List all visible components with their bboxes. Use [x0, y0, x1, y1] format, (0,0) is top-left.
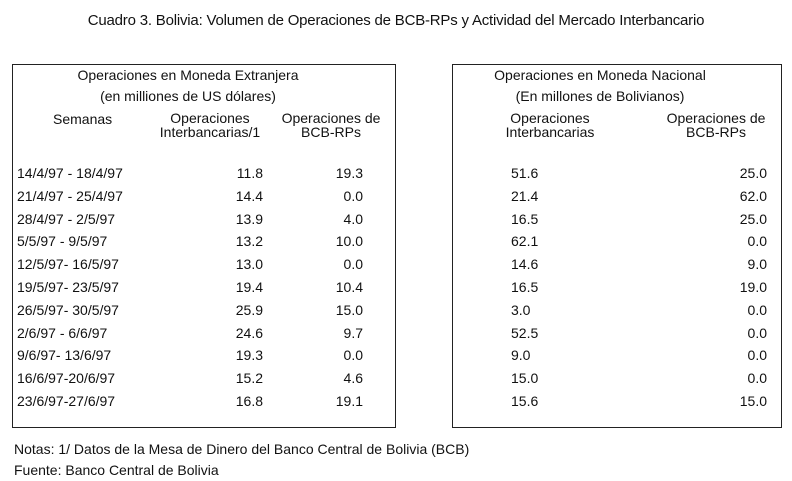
nat-interbank-cell: 15.0 [511, 370, 539, 387]
fx-interbank-cell: 15.2 [235, 370, 263, 387]
fx-bcb-cell: 0.0 [343, 347, 363, 364]
fx-bcb-cell: 9.7 [343, 324, 363, 341]
nat-interbank-cell: 16.5 [511, 279, 539, 295]
fx-interbank-cell: 11.8 [236, 165, 263, 181]
nat-bcb-cell: 0.0 [747, 324, 767, 341]
col-header-fx-interbank [155, 111, 265, 139]
table-row [13, 211, 395, 233]
table-row [453, 233, 781, 255]
table-row [453, 211, 781, 233]
week-cell: 5/5/97 - 9/5/97 [17, 233, 108, 250]
col-header-nat-interbank [495, 111, 605, 139]
col-header-fx-bcb-line1: Operaciones de [281, 110, 381, 126]
fx-bcb-cell: 4.0 [343, 210, 363, 227]
table-row [453, 279, 781, 301]
nat-bcb-cell: 0.0 [747, 233, 767, 250]
col-header-nat-interbank-line1: Operaciones [510, 110, 590, 126]
fx-bcb-cell: 19.1 [335, 393, 363, 409]
fx-bcb-cell: 10.4 [335, 279, 363, 295]
table-row [453, 188, 781, 210]
fx-bcb-cell: 0.0 [343, 256, 363, 273]
col-header-nat-bcb-line1: Operaciones de [666, 110, 766, 126]
national-heading: Operaciones en Moneda Nacional [494, 67, 706, 83]
table-row [13, 302, 395, 324]
nat-bcb-cell: 0.0 [747, 301, 767, 318]
fx-interbank-cell: 24.6 [235, 324, 263, 341]
nat-bcb-cell: 9.0 [747, 256, 767, 273]
fx-interbank-cell: 13.9 [235, 210, 263, 227]
col-header-fx-interbank-line2: Interbancarias/1 [159, 124, 261, 140]
col-header-fx-bcb [281, 111, 381, 139]
table-row [453, 393, 781, 415]
fx-interbank-cell: 19.4 [235, 279, 263, 295]
fx-bcb-cell: 19.3 [335, 165, 363, 181]
table-row [453, 370, 781, 392]
foreign-unit: (en milliones de US dólares) [100, 88, 276, 104]
fx-bcb-cell: 0.0 [343, 187, 363, 204]
fx-bcb-cell: 15.0 [335, 301, 363, 318]
fx-bcb-cell: 10.0 [335, 233, 363, 250]
fx-interbank-cell: 13.0 [235, 256, 263, 273]
week-cell: 2/6/97 - 6/6/97 [17, 324, 108, 341]
col-header-weeks: Semanas [53, 111, 113, 127]
fx-interbank-cell: 14.4 [235, 187, 263, 204]
nat-interbank-cell: 14.6 [511, 256, 539, 273]
col-header-nat-bcb [661, 111, 771, 139]
table-row [13, 256, 395, 278]
table-title: Cuadro 3. Bolivia: Volumen de Operaciones de BCB-RPs y Actividad del Mercado Interbancario [87, 12, 705, 29]
week-cell: 23/6/97-27/6/97 [17, 393, 116, 409]
table-source: Fuente: Banco Central de Bolivia [14, 462, 219, 478]
table-row [13, 233, 395, 255]
nat-bcb-cell: 62.0 [739, 187, 767, 204]
week-cell: 21/4/97 - 25/4/97 [17, 187, 123, 204]
nat-interbank-cell: 9.0 [511, 347, 531, 364]
nat-interbank-cell: 15.6 [511, 393, 539, 409]
table-notes: Notas: 1/ Datos de la Mesa de Dinero del Banco Central de Bolivia (BCB) [14, 441, 470, 457]
table-row [453, 325, 781, 347]
fx-bcb-cell: 4.6 [343, 370, 363, 387]
fx-interbank-cell: 19.3 [235, 347, 263, 364]
col-header-fx-interbank-line1: Operaciones [170, 110, 250, 126]
table-row [13, 347, 395, 369]
week-cell: 9/6/97- 13/6/97 [17, 347, 112, 364]
week-cell: 12/5/97- 16/5/97 [17, 256, 119, 273]
table-row [453, 165, 781, 187]
week-cell: 14/4/97 - 18/4/97 [17, 165, 123, 181]
fx-interbank-cell: 13.2 [235, 233, 263, 250]
national-unit: (En millones de Bolivianos) [515, 88, 685, 104]
week-cell: 19/5/97- 23/5/97 [17, 279, 119, 295]
nat-bcb-cell: 0.0 [747, 370, 767, 387]
table-row [453, 256, 781, 278]
col-header-fx-bcb-line2: BCB-RPs [301, 124, 361, 140]
col-header-nat-interbank-line2: Interbancarias [505, 124, 595, 140]
table-row [13, 393, 395, 415]
nat-bcb-cell: 15.0 [739, 393, 767, 409]
nat-interbank-cell: 62.1 [511, 233, 539, 250]
nat-bcb-cell: 0.0 [747, 347, 767, 364]
table-row [13, 165, 395, 187]
nat-interbank-cell: 51.6 [511, 165, 539, 181]
nat-interbank-cell: 3.0 [511, 301, 531, 318]
nat-bcb-cell: 25.0 [739, 210, 767, 227]
week-cell: 28/4/97 - 2/5/97 [17, 210, 116, 227]
table-row [453, 347, 781, 369]
table-row [453, 302, 781, 324]
nat-bcb-cell: 25.0 [739, 165, 767, 181]
table-row [13, 279, 395, 301]
national-currency-table [452, 64, 782, 428]
week-cell: 26/5/97- 30/5/97 [17, 301, 119, 318]
week-cell: 16/6/97-20/6/97 [17, 370, 116, 387]
table-row [13, 370, 395, 392]
nat-bcb-cell: 19.0 [739, 279, 767, 295]
table-row [13, 188, 395, 210]
foreign-heading: Operaciones en Moneda Extranjera [77, 67, 299, 83]
nat-interbank-cell: 16.5 [511, 210, 539, 227]
foreign-currency-table [12, 64, 396, 428]
nat-interbank-cell: 21.4 [511, 187, 539, 204]
nat-interbank-cell: 52.5 [511, 324, 539, 341]
fx-interbank-cell: 25.9 [235, 301, 263, 318]
fx-interbank-cell: 16.8 [235, 393, 263, 409]
table-row [13, 325, 395, 347]
col-header-nat-bcb-line2: BCB-RPs [686, 124, 746, 140]
